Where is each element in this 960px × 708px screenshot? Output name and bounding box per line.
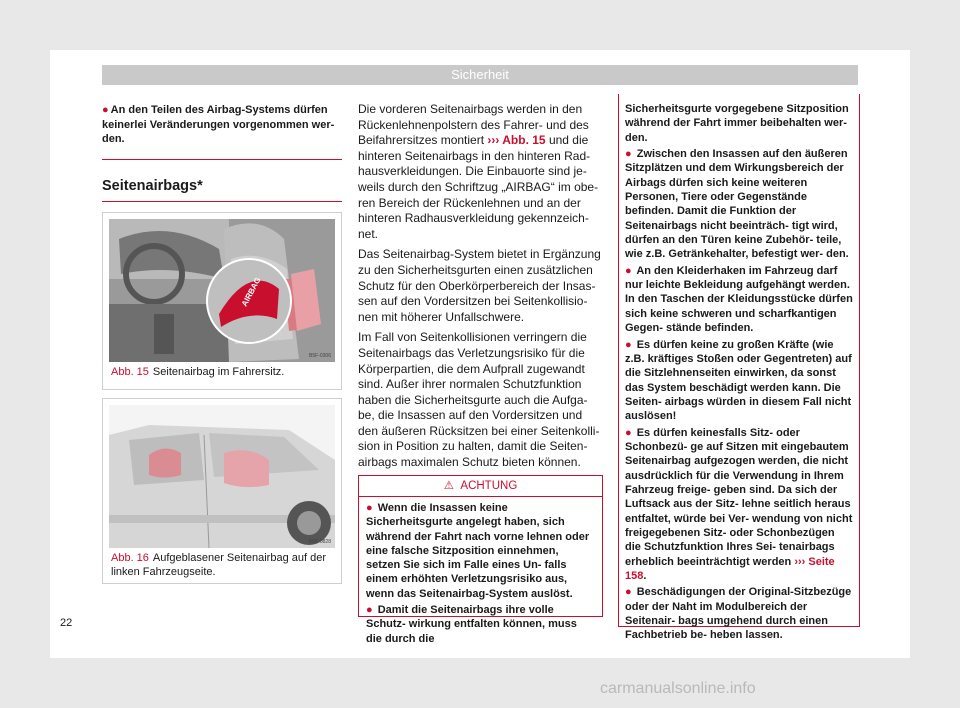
figure-label: Abb. 16	[111, 552, 149, 564]
car-side-airbag-image	[109, 405, 335, 548]
list-item: ● Wenn die Insassen keine Sicherheitsgurte angelegt haben, sich während der Fahrt nach vorne lehnen oder eine falsche Sitzposition einnehmen, setzen Sie sich im Falle eines Un- falls einem erhöhten Verletzungsrisiko aus, wenn das Seitenairbag-System auslöst.	[366, 502, 590, 600]
bullet-icon: ●	[102, 104, 109, 116]
figure-16	[102, 398, 342, 584]
warning-continuation-box	[618, 94, 860, 642]
bullet-icon: ●	[625, 338, 632, 351]
warning-separator	[102, 159, 342, 160]
achtung-body	[359, 497, 602, 650]
bullet-icon: ●	[366, 604, 373, 617]
image-code: B5P-0828	[308, 539, 331, 545]
section-title: Seitenairbags*	[102, 178, 203, 194]
bullet-icon: ●	[625, 148, 632, 161]
figure-reference-link[interactable]: ››› Abb. 15	[487, 133, 546, 148]
paragraph-2: Das Seitenairbag-System bietet in Ergänzung zu den Sicherheitsgurten einen zusätzlichen Schutz für den Oberkörperbereich der Insas- sen auf den Vordersitzen bei Seitenkollisio- nen mit höherer Unfallschwere.	[358, 247, 601, 324]
list-item: ● Beschädigungen der Original-Sitzbezüge oder der Naht im Modulbereich der Seitenair- bags umgehend durch einen Fachbetrieb be- heben lassen.	[625, 586, 852, 642]
watermark: carmanualsonline.info	[600, 680, 756, 697]
bullet-icon: ●	[625, 426, 632, 439]
airbag-label-text: AIRBAG	[239, 275, 263, 308]
paragraph-3: Im Fall von Seitenkollisionen verringern die Seitenairbags das Verletzungsrisiko für die Körperpartien, die dem Aufprall zugewandt sind. Außer ihrer normalen Schutzfunktion haben die Sicherheitsgurte auch die Aufga- be, die Insassen auf den Vordersitzen und den äußeren Rücksitzen bei einer Seitenkolli- sion in Position zu halten, damit die Seiten- airbags maximalen Schutz bieten können.	[358, 330, 600, 470]
list-item: ● Es dürfen keinesfalls Sitz- oder Schonbezü- ge auf Sitzen mit eingebautem Seitenairbag aufgezogen werden, die nicht ausdrücklich für die Verwendung in Ihrem Fahrzeug freige- geben sind. Da sich der Luftsack aus der Sitz- lehne seitlich heraus entfaltet, würde bei Ver- wendung von nicht freigegebenen Sitz- oder Schonbezügen die Schutzfunktion Ihres Sei- tenairbags erheblich beeinträchtigt werden ››› Seite 158.	[625, 426, 853, 582]
body-text-column	[358, 102, 603, 476]
list-item: ● Zwischen den Insassen auf den äußeren Sitzplätzen und dem Wirkungsbereich der Airbags dürfen sich keine weiteren Personen, Tiere oder Gegenstände befinden. Damit die Funktion der Seitenairbags nicht beeinträch- tigt wird, dürfen an den Türen keine Zubehör- teile, wie z.B. Getränkehalter, befestigt wer- den.	[625, 148, 849, 261]
continuation-intro: Sicherheitsgurte vorgegebene Sitzposition während der Fahrt immer beibehalten wer- den.	[625, 103, 849, 144]
figure-label: Abb. 15	[111, 366, 149, 378]
figure-caption: Abb. 15 Seitenairbag im Fahrersitz.	[111, 366, 285, 378]
list-item: ● Damit die Seitenairbags ihre volle Schutz- wirkung entfalten können, muss die durch die	[366, 604, 577, 645]
bullet-icon: ●	[625, 586, 632, 599]
image-code: B5F-0306	[309, 353, 331, 359]
list-item: ● Es dürfen keine zu großen Kräfte (wie z.B. kräftiges Stoßen oder Gegentreten) auf die Sitzlehnenseiten einwirken, da sonst das System beschädigt werden kann. Die Seiten- airbags würden in diesem Fall nicht auslösen!	[625, 338, 852, 423]
paragraph-1: Die vorderen Seitenairbags werden in den Rückenlehnenpolstern des Fahrer- und des Beifahrersitzes montiert ››› Abb. 15 und die hinteren Seitenairbags in den hinteren Rad- hausverkleidungen. Die Einbauorte sind je- weils durch den Schriftzug „AIRBAG“ im obe- ren Bereich der Rückenlehnen und an der hinteren Radhausverkleidung gekennzeich- net.	[358, 102, 599, 241]
chapter-header: Sicherheit	[102, 65, 858, 85]
bullet-icon: ●	[366, 502, 373, 514]
figure-15	[102, 212, 342, 390]
page-reference-link[interactable]: ››› Seite 158	[625, 555, 835, 582]
bullet-icon: ●	[625, 264, 632, 277]
list-item: ● An den Kleiderhaken im Fahrzeug darf nur leichte Bekleidung aufgehängt werden. In den Taschen der Kleidungsstücke dürfen sich keine schweren und scharfkantigen Gegen- stände befinden.	[625, 264, 853, 335]
achtung-header: ⚠ ACHTUNG	[359, 476, 602, 497]
seat-airbag-image	[109, 219, 335, 362]
achtung-box	[358, 475, 603, 645]
page-number: 22	[60, 617, 73, 629]
airbag-warning-note: ● An den Teilen des Airbag-Systems dürfen keinerlei Veränderungen vorgenommen wer- den.	[102, 104, 335, 145]
warning-triangle-icon: ⚠	[443, 480, 455, 492]
warning-continuation-body	[619, 94, 859, 651]
section-underline	[102, 201, 342, 202]
figure-caption: Abb. 16 Aufgeblasener Seitenairbag auf der linken Fahrzeugseite.	[111, 552, 326, 578]
manual-page	[50, 50, 910, 658]
